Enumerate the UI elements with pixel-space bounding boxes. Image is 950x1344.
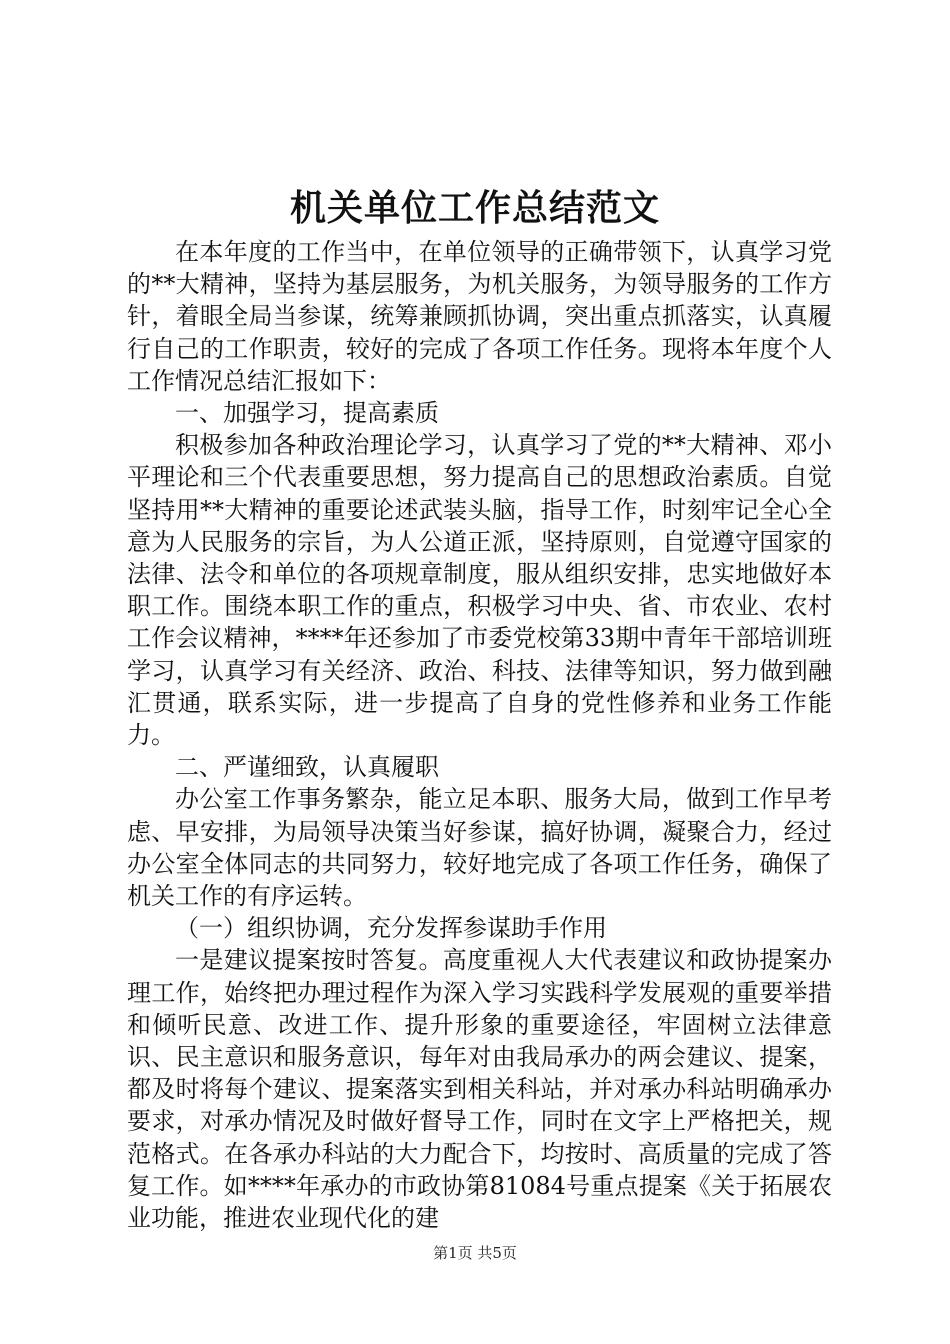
subsection-heading-1: （一）组织协调，充分发挥参谋助手作用 (175, 914, 607, 943)
subsection-1-paragraph: 一是建议提案按时答复。高度重视人大代表建议和政协提案办理工作，始终把办理过程作为深入学习实践科学发展观的重要举措和倾听民意、改进工作、提升形象的重要途径，牢固树立法律意识、民主意识和服务意识，每年对由我局承办的两会建议、提案，都及时将每个建议、提案落实到相关科站，并对承办科站明确承办要求，对承办情况及时做好督导工作，同时在文字上严格把关，规范格式。在各承办科站的大力配合下，均按时、高质量的完成了答复工作。如****年承办的市政协第81084号重点提案《关于拓展农业功能，推进农业现代化的建 (127, 946, 832, 1233)
section-1-paragraph: 积极参加各种政治理论学习，认真学习了党的**大精神、邓小平理论和三个代表重要思想，努力提高自己的思想政治素质。自觉坚持用**大精神的重要论述武装头脑，指导工作，时刻牢记全心全意为人民服务的宗旨，为人公道正派，坚持原则，自觉遵守国家的法律、法令和单位的各项规章制度，服从组织安排，忠实地做好本职工作。围绕本职工作的重点，积极学习中央、省、市农业、农村工作会议精神，****年还参加了市委党校第33期中青年干部培训班学习，认真学习有关经济、政治、科技、法律等知识，努力做到融汇贯通，联系实际，进一步提高了自身的党性修养和业务工作能力。 (127, 431, 832, 750)
section-2-paragraph: 办公室工作事务繁杂，能立足本职、服务大局，做到工作早考虑、早安排，为局领导决策当好参谋，搞好协调，凝聚合力，经过办公室全体同志的共同努力，较好地完成了各项工作任务，确保了机关工作的有序运转。 (127, 785, 832, 911)
section-heading-2: 二、严谨细致，认真履职 (175, 753, 439, 782)
intro-paragraph: 在本年度的工作当中，在单位领导的正确带领下，认真学习党的**大精神，坚持为基层服务，为机关服务，为领导服务的工作方针，着眼全局当参谋，统筹兼顾抓协调，突出重点抓落实，认真履行自己的工作职责，较好的完成了各项工作任务。现将本年度个人工作情况总结汇报如下： (127, 238, 832, 395)
document-body (127, 236, 832, 1234)
page-number-footer: 第1页 共5页 (433, 1244, 517, 1262)
section-heading-1: 一、加强学习，提高素质 (175, 399, 439, 428)
document-title: 机关单位工作总结范文 (289, 187, 660, 229)
